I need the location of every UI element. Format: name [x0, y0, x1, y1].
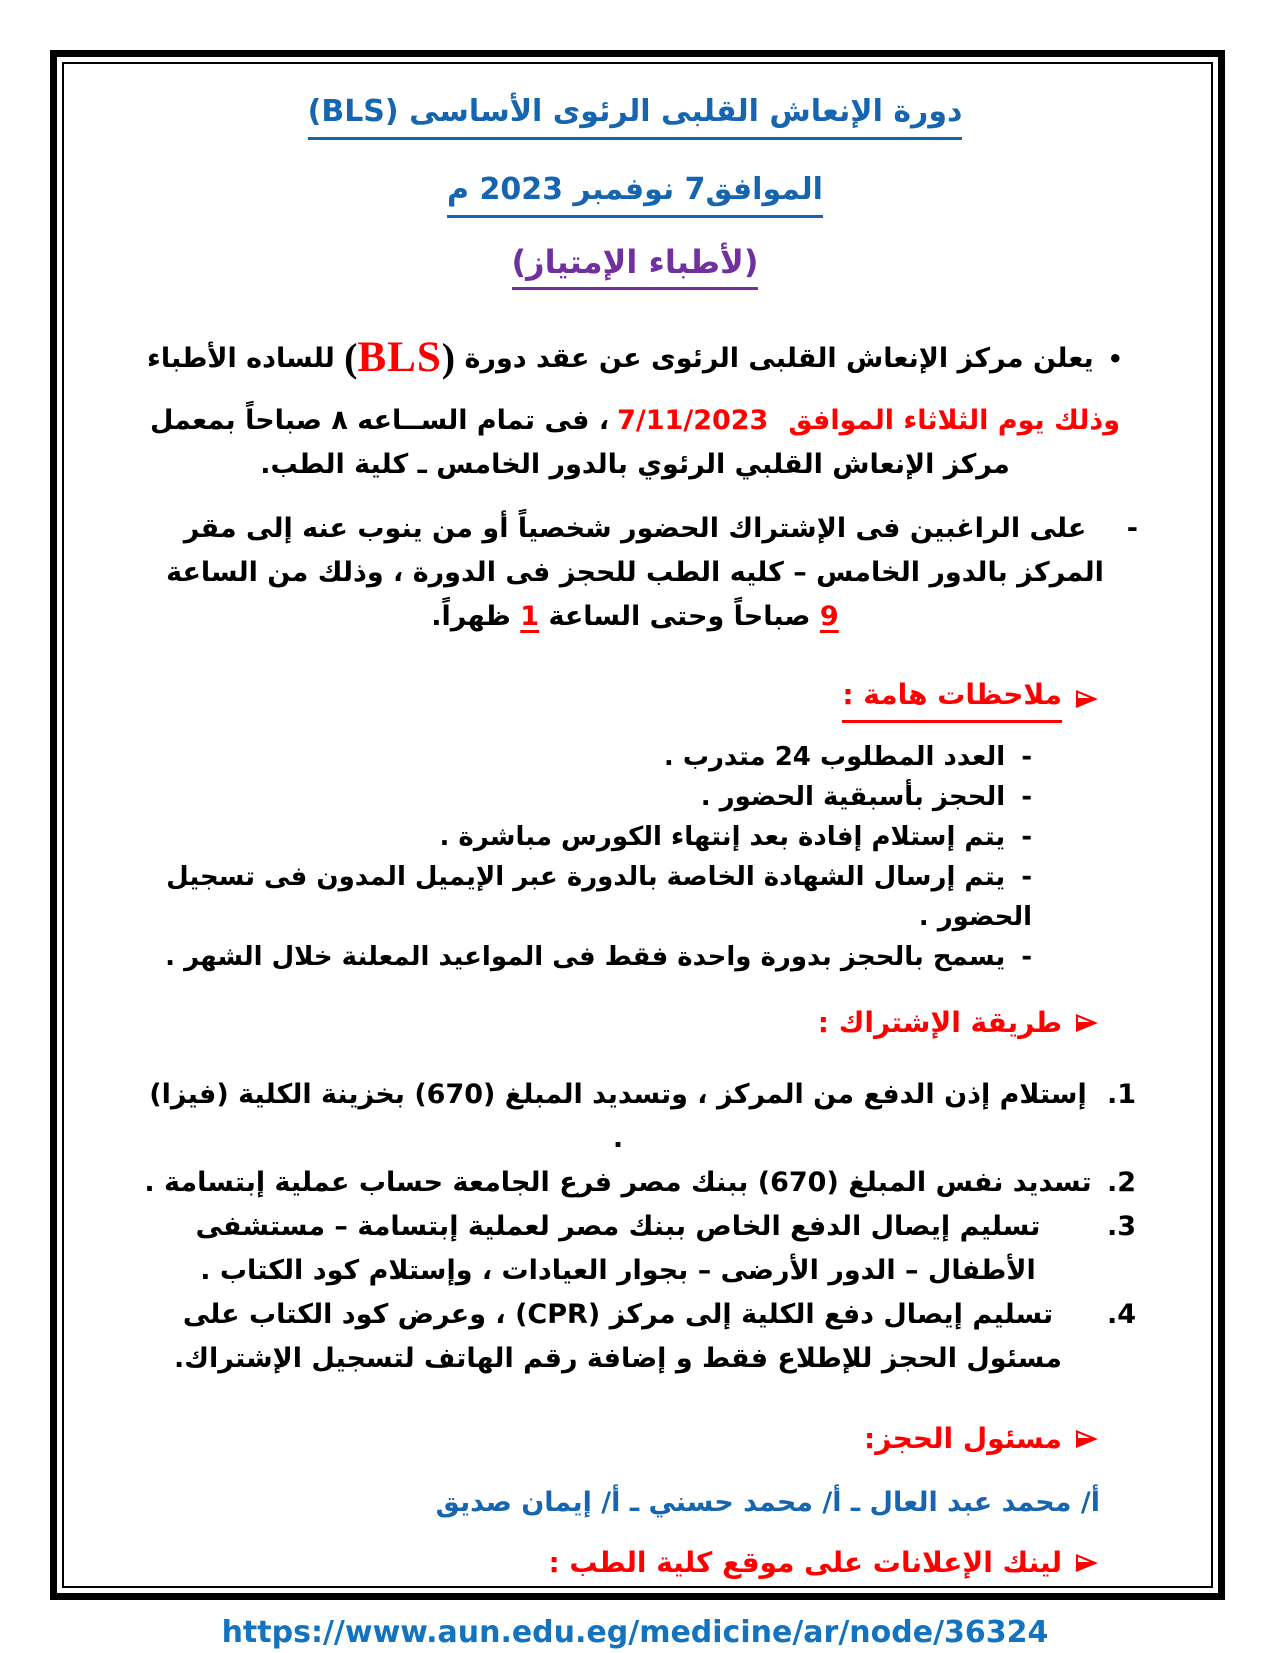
arrow-bullet-icon — [1074, 1552, 1100, 1574]
audience-title — [130, 242, 1140, 290]
dash-marker: - — [1021, 862, 1032, 892]
arrow-bullet-icon — [1074, 1012, 1100, 1034]
item-number: 4. — [1106, 1299, 1136, 1330]
course-title-text: دورة الإنعاش القلبى الرئوى الأساسى (BLS) — [308, 92, 963, 140]
announcement-text-after: للساده الأطباء — [147, 343, 345, 374]
attendance-paragraph — [130, 507, 1140, 639]
course-title — [130, 92, 1140, 140]
notes-heading — [130, 675, 1140, 723]
notes-heading-text: ملاحظات هامة : — [842, 675, 1062, 723]
course-date-title — [130, 170, 1140, 218]
announcement-paragraph — [130, 336, 1140, 381]
item-number: 1. — [1106, 1079, 1136, 1110]
method-item-text: إستلام إذن الدفع من المركز ، وتسديد المبلغ (670) بخزينة الكلية (فيزا) . — [149, 1079, 1087, 1154]
start-hour: 9 — [819, 601, 839, 632]
method-list — [130, 1073, 1140, 1381]
notes-list — [130, 737, 1140, 977]
item-number: 2. — [1106, 1167, 1136, 1198]
attendance-text-1: على الراغبين فى الإشتراك الحضور شخصياً أو من ينوب عنه إلى مقر المركز بالدور الخامس – كليه الطب للحجز فى الدورة ، وذلك من الساعة — [166, 513, 1104, 588]
links-heading-text: لينك الإعلانات على موقع كلية الطب : — [548, 1546, 1062, 1579]
end-hour: 1 — [520, 601, 540, 632]
document-content — [130, 70, 1140, 1650]
links-heading — [130, 1543, 1140, 1583]
schedule-details-text: ، فى تمام الســاعه ٨ صباحاً بمعمل مركز الإنعاش القلبي الرئوي بالدور الخامس ـ كلية الطب. — [149, 405, 1010, 480]
method-heading-text: طريقة الإشتراك : — [817, 1006, 1062, 1039]
note-text: الحجز بأسبقية الحضور . — [700, 782, 1006, 812]
note-item — [130, 857, 1140, 937]
attendance-text-3: ظهراً. — [431, 601, 521, 632]
dash-marker: - — [1021, 742, 1032, 772]
method-item — [130, 1205, 1140, 1293]
note-text: يتم إرسال الشهادة الخاصة بالدورة عبر الإيميل المدون فى تسجيل الحضور . — [166, 862, 1032, 932]
method-item — [130, 1293, 1140, 1381]
method-item-text: تسليم إيصال دفع الكلية إلى مركز (CPR) ، وعرض كود الكتاب على مسئول الحجز للإطلاع فقط و إضافة رقم الهاتف لتسجيل الإشتراك. — [174, 1299, 1062, 1374]
dash-marker: - — [1126, 513, 1138, 544]
announcement-url[interactable]: https://www.aun.edu.eg/medicine/ar/node/36324 — [221, 1615, 1049, 1650]
note-text: يتم إستلام إفادة بعد إنتهاء الكورس مباشرة . — [439, 822, 1006, 852]
method-item — [130, 1073, 1140, 1161]
schedule-day-text: وذلك يوم الثلاثاء الموافق — [788, 405, 1121, 436]
note-item — [130, 777, 1140, 817]
bls-close-paren: ) — [344, 335, 358, 380]
announcement-link-line — [130, 1613, 1140, 1653]
arrow-bullet-icon — [1074, 688, 1100, 710]
item-number: 3. — [1106, 1211, 1136, 1242]
note-item — [130, 817, 1140, 857]
arrow-bullet-icon — [1074, 1428, 1100, 1450]
booking-heading-text: مسئول الحجز: — [864, 1422, 1062, 1455]
bullet-marker: • — [1107, 345, 1123, 373]
announcement-text-before: يعلن مركز الإنعاش القلبى الرئوى عن عقد دورة — [455, 343, 1094, 374]
schedule-date: 7/11/2023 — [617, 405, 769, 436]
dash-marker: - — [1021, 942, 1032, 972]
note-item — [130, 737, 1140, 777]
method-item-text: تسليم إيصال الدفع الخاص ببنك مصر لعملية إبتسامة – مستشفى الأطفال – الدور الأرضى – بجوار العيادات ، وإستلام كود الكتاب . — [195, 1211, 1041, 1286]
bls-open-paren: ( — [441, 335, 456, 380]
note-item — [130, 937, 1140, 977]
method-item-text: تسديد نفس المبلغ (670) ببنك مصر فرع الجامعة حساب عملية إبتسامة . — [144, 1167, 1092, 1198]
bls-acronym: BLS — [357, 334, 442, 381]
schedule-paragraph — [130, 399, 1140, 487]
booking-heading — [130, 1419, 1140, 1459]
dash-marker: - — [1021, 822, 1032, 852]
method-heading — [130, 1003, 1140, 1043]
method-item — [130, 1161, 1140, 1205]
note-text: يسمح بالحجز بدورة واحدة فقط فى المواعيد المعلنة خلال الشهر . — [165, 942, 1006, 972]
booking-staff-names: أ/ محمد عبد العال ـ أ/ محمد حسني ـ أ/ إيمان صديق — [435, 1487, 1100, 1518]
attendance-text-2: صباحاً وحتى الساعة — [539, 601, 820, 632]
note-text: العدد المطلوب 24 متدرب . — [663, 742, 1006, 772]
dash-marker: - — [1021, 782, 1032, 812]
audience-title-text: (لأطباء الإمتياز) — [512, 242, 759, 290]
course-date-text: الموافق7 نوفمبر 2023 م — [447, 170, 823, 218]
